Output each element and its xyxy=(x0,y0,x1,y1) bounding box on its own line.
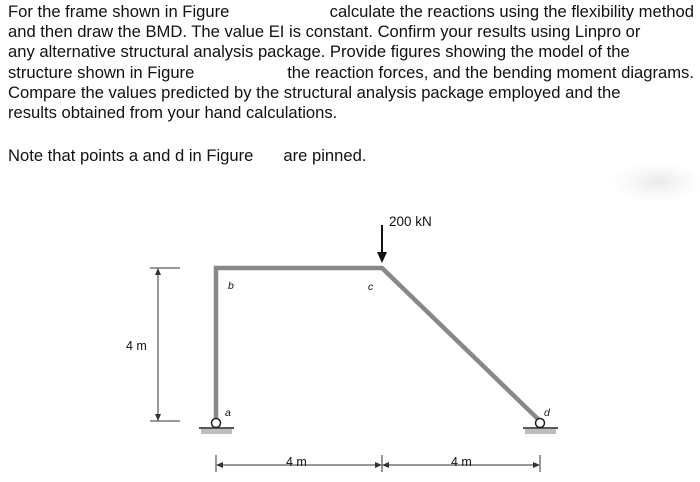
frame-structure xyxy=(216,268,540,421)
text-segment: calculate the reactions using the flexibility method xyxy=(329,2,694,21)
load-label: 200 kN xyxy=(389,214,432,229)
text-segment: are pinned. xyxy=(283,146,367,165)
span-label-left: 4 m xyxy=(286,455,307,469)
text-segment: For the frame shown in Figure xyxy=(8,2,230,21)
height-dimension xyxy=(150,268,180,421)
text-segment: any alternative structural analysis package. Provide figures showing the model of the xyxy=(8,42,630,62)
text-segment: results obtained from your hand calculations. xyxy=(8,103,338,123)
text-segment: and then draw the BMD. The value EI is constant. Confirm your results using Linpro or xyxy=(8,22,641,42)
node-label-d: d xyxy=(544,407,550,419)
span-label-right: 4 m xyxy=(451,455,472,469)
frame-members xyxy=(216,268,540,421)
pin-support-d xyxy=(523,419,558,435)
span-dimensions xyxy=(216,455,540,472)
node-label-a: a xyxy=(225,407,231,419)
height-label: 4 m xyxy=(126,339,147,353)
text-segment: structure shown in Figure xyxy=(8,62,195,82)
pin-support-a xyxy=(199,419,234,435)
node-label-b: b xyxy=(228,280,234,292)
text-segment: the reaction forces, and the bending moment diagrams. xyxy=(287,62,694,82)
text-segment: Compare the values predicted by the structural analysis package employed and the xyxy=(8,82,621,102)
node-label-c: c xyxy=(368,281,374,293)
load-arrow xyxy=(377,225,387,263)
text-segment: Note that points a and d in Figure xyxy=(8,146,254,165)
